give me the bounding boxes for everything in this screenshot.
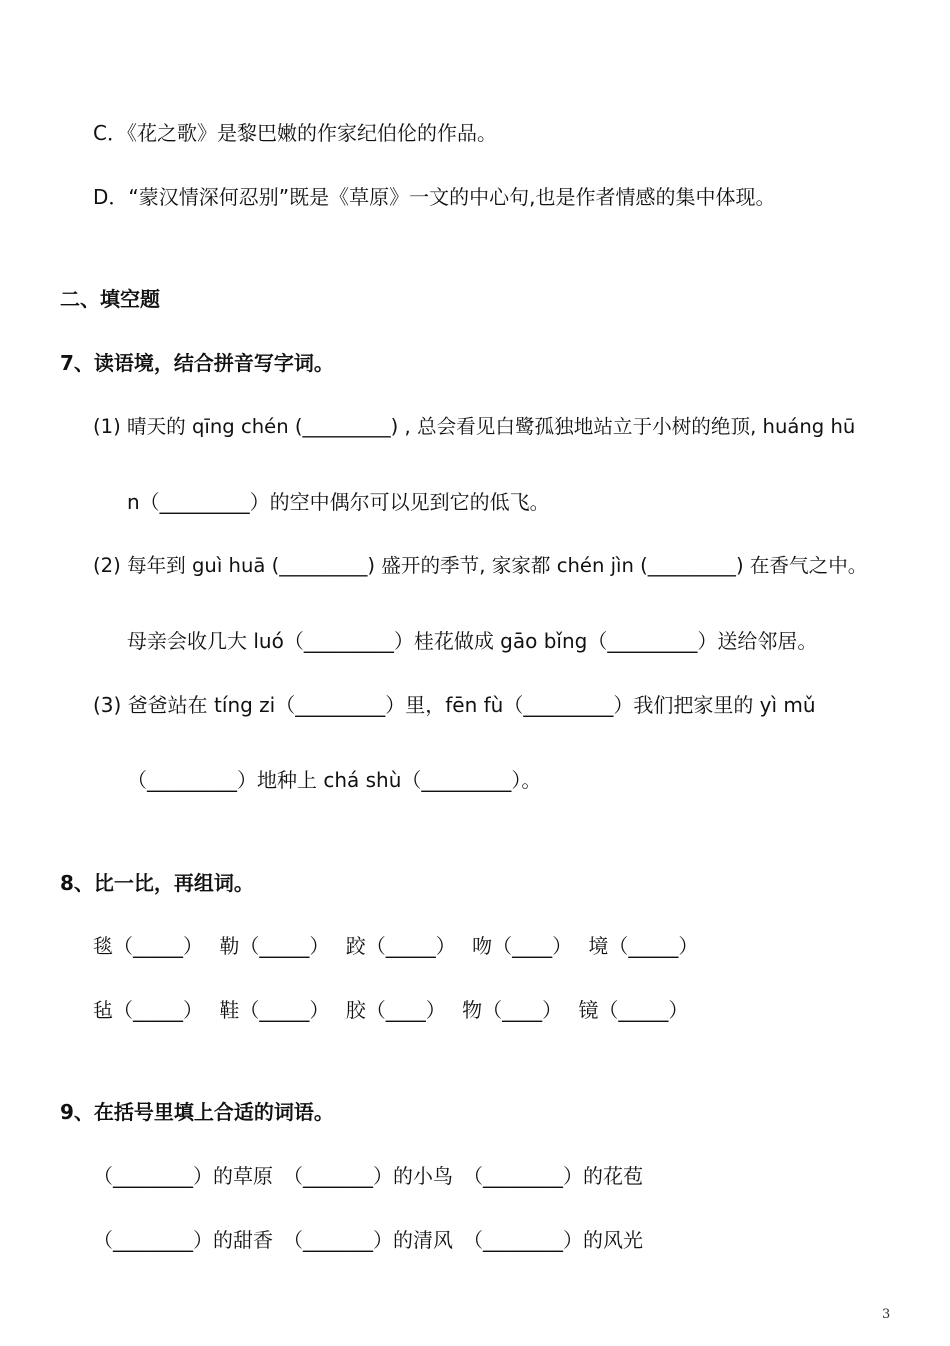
question-7-item-2-line-2: 母亲会收几大 luó（_________）桂花做成 gāo bǐng（_________）送给邻居。	[127, 629, 818, 653]
question-7-item-1-line-1: (1) 晴天的 qīng chén (_________) , 总会看见白鹭孤独地站立于小树的绝顶, huáng hū	[93, 415, 856, 438]
section-title: 二、填空题	[60, 287, 160, 311]
question-9-row-2: （________）的甜香 （_______）的清风 （________）的风光	[93, 1228, 643, 1252]
option-c: C．《花之歌》是黎巴嫩的作家纪伯伦的作品。	[93, 121, 497, 145]
question-7-item-3-line-1: (3) 爸爸站在 tíng zi（_________）里，fēn fù（_________）我们把家里的 yì mǔ	[93, 693, 816, 717]
page-number: 3	[882, 1307, 891, 1322]
option-d: D．“蒙汉情深何忍别”既是《草原》一文的中心句,也是作者情感的集中体现。	[93, 185, 776, 209]
question-8-row-1: 毯（_____） 勒（_____） 跤（_____） 吻（____） 境（_____）	[93, 934, 699, 958]
question-8-row-2: 毡（_____） 鞋（_____） 胶（____） 物（____） 镜（_____）	[93, 998, 689, 1022]
question-9-row-1: （________）的草原 （_______）的小鸟 （________）的花苞	[93, 1164, 643, 1188]
question-7-title: 7、读语境，结合拼音写字词。	[60, 351, 334, 375]
question-9-title: 9、在括号里填上合适的词语。	[60, 1100, 334, 1124]
question-7-item-3-line-2: （_________）地种上 chá shù（_________）。	[127, 768, 542, 792]
question-7-item-2-line-1: (2) 每年到 guì huā (_________) 盛开的季节, 家家都 chén jìn (_________) 在香气之中。	[93, 554, 868, 577]
question-7-item-1-line-2: n（_________）的空中偶尔可以见到它的低飞。	[127, 490, 550, 514]
question-8-title: 8、比一比，再组词。	[60, 871, 254, 895]
